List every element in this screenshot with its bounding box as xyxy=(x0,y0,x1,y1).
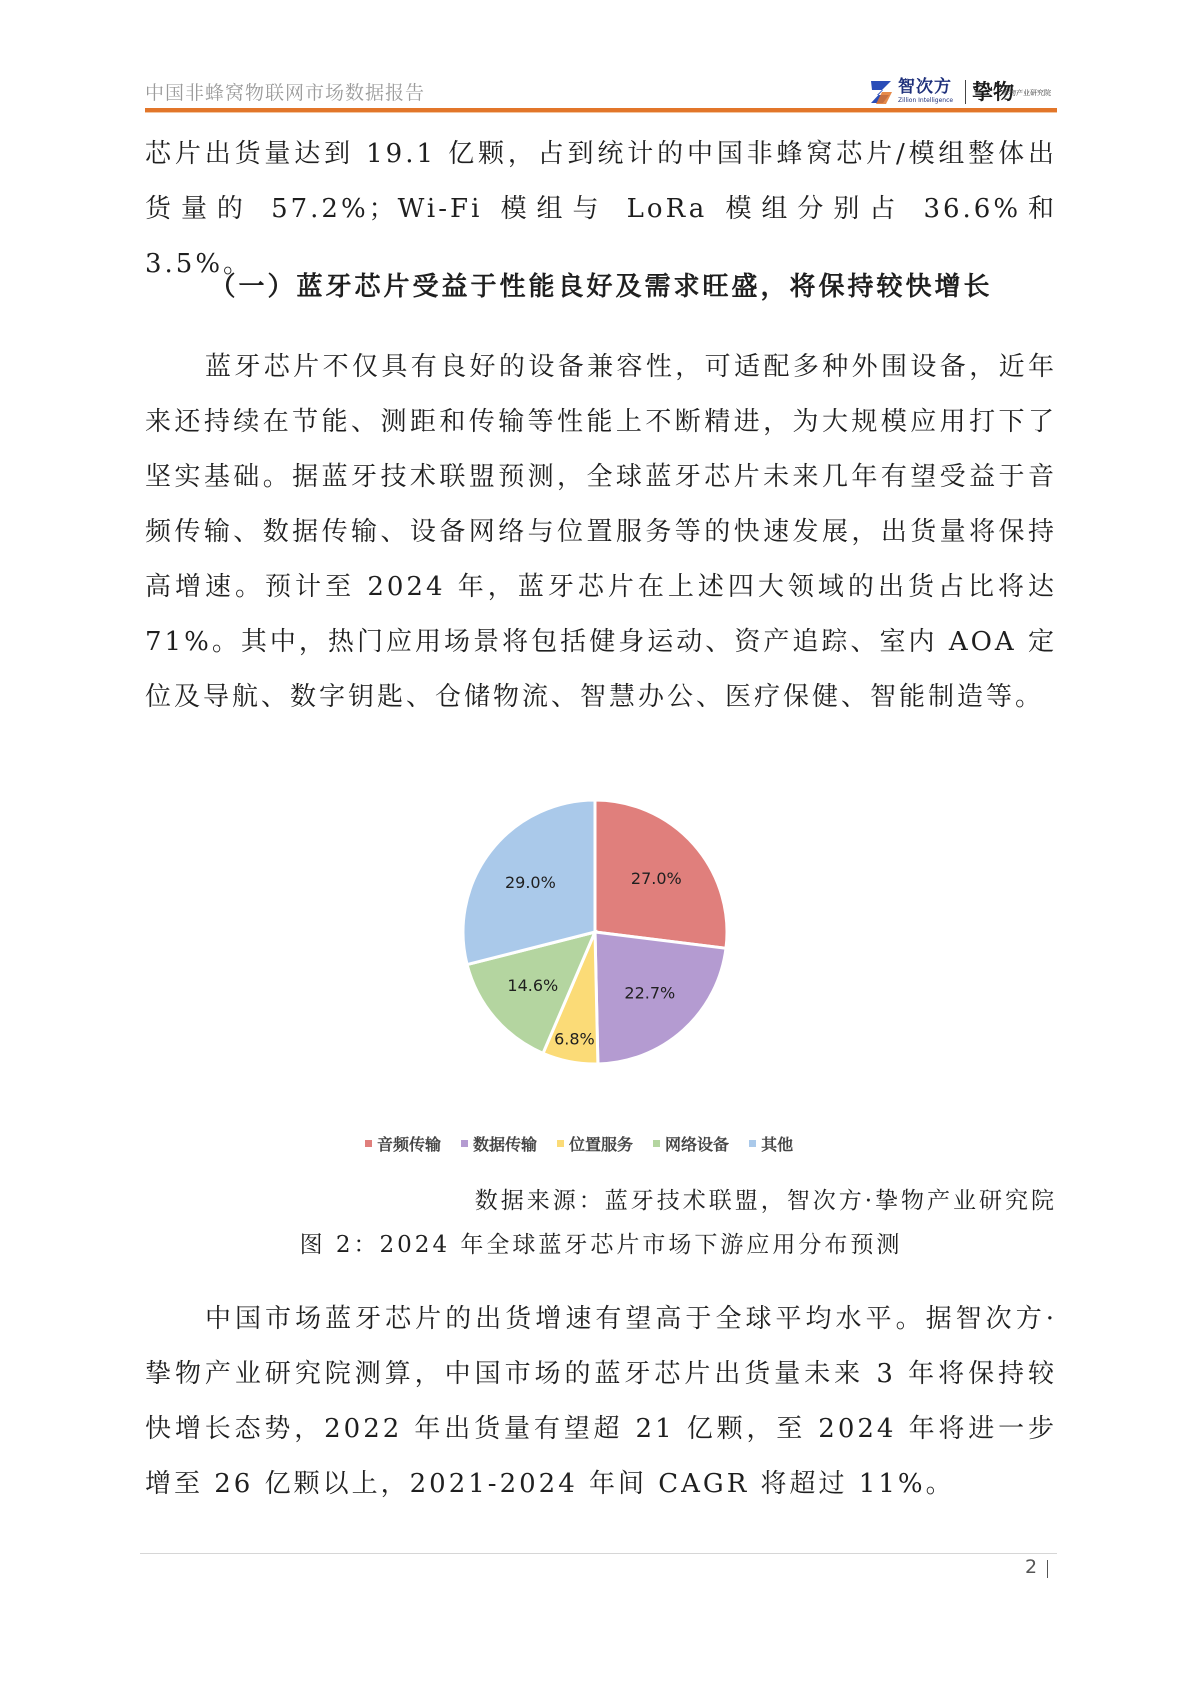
legend-item-5 xyxy=(749,1132,793,1155)
logo-divider xyxy=(965,80,966,104)
legend-label-5: 其他 xyxy=(761,1135,794,1154)
pie-data-label-5: 29.0% xyxy=(504,872,556,892)
paragraph-bluetooth: 蓝牙芯片不仅具有良好的设备兼容性，可适配多种外围设备，近年来还持续在节能、测距和传输等性能上不断精进，为大规模应用打下了坚实基础。据蓝牙技术联盟预测，全球蓝牙芯片未来几年有望受益于音频传输、数据传输、设备网络与位置服务等的快速发展，出货量将保持高增速。预计至 2024 年，蓝牙芯片在上述四大领域的出货占比将达 71%。其中，热门应用场景将包括健身运动、资产追踪、室内 AOA 定位及导航、数字钥匙、仓储物流、智慧办公、医疗保健、智能制造等。 xyxy=(145,352,1057,712)
legend-label-4: 网络设备 xyxy=(665,1135,730,1154)
pie-data-label-1: 27.0% xyxy=(630,868,682,888)
figure-caption: 图 2：2024 年全球蓝牙芯片市场下游应用分布预测 xyxy=(299,1232,903,1258)
legend-swatch-2 xyxy=(461,1140,468,1147)
figure-source: 数据来源：蓝牙技术联盟，智次方·挚物产业研究院 xyxy=(474,1188,1057,1214)
logo-secondary-mark: 挚物 xyxy=(972,79,1014,104)
legend-item-1 xyxy=(365,1132,441,1155)
logo-primary-en: Zillion Intelligence xyxy=(898,97,954,104)
legend-item-4 xyxy=(653,1132,729,1155)
pie-data-label-4: 14.6% xyxy=(507,976,559,996)
legend-label-1: 音频传输 xyxy=(377,1135,442,1154)
paragraph-intro: 芯片出货量达到 19.1 亿颗，占到统计的中国非蜂窝芯片/模组整体出货量的 57.2%；Wi-Fi 模组与 LoRa 模组分别占 36.6%和 3.5%。 xyxy=(145,139,1057,279)
chart-legend xyxy=(365,1132,835,1155)
paragraph-china-market: 中国市场蓝牙芯片的出货增速有望高于全球平均水平。据智次方·挚物产业研究院测算，中国市场的蓝牙芯片出货量未来 3 年将保持较快增长态势，2022 年出货量有望超 21 亿颗，至 2024 年将进一步增至 26 亿颗以上，2021-2024 年间 CAGR 将超过 11%。 xyxy=(145,1304,1057,1499)
legend-swatch-4 xyxy=(653,1140,660,1147)
logo-primary-text: 智次方 xyxy=(898,77,952,97)
page-number-bar xyxy=(1047,1560,1048,1578)
pie-chart xyxy=(440,795,760,1125)
pie-data-label-2: 22.7% xyxy=(624,983,676,1003)
legend-item-2 xyxy=(461,1132,537,1155)
legend-swatch-1 xyxy=(365,1140,372,1147)
page-number: 2 xyxy=(1025,1556,1038,1578)
logo-secondary-name: 挚物产业研究院 xyxy=(1002,89,1051,97)
zillion-logo-icon xyxy=(868,78,894,106)
brand-logos xyxy=(868,78,1060,106)
legend-item-3 xyxy=(557,1132,633,1155)
header-divider xyxy=(145,108,1057,113)
legend-label-3: 位置服务 xyxy=(569,1135,634,1154)
section-heading: （一）蓝牙芯片受益于性能良好及需求旺盛，将保持较快增长 xyxy=(209,272,993,302)
report-header-title: 中国非蜂窝物联网市场数据报告 xyxy=(145,82,426,104)
footer-divider xyxy=(140,1553,1057,1554)
legend-swatch-5 xyxy=(749,1140,756,1147)
pie-chart-svg xyxy=(440,795,760,1125)
legend-swatch-3 xyxy=(557,1140,564,1147)
pie-data-label-3: 6.8% xyxy=(554,1029,595,1049)
legend-label-2: 数据传输 xyxy=(473,1135,538,1154)
